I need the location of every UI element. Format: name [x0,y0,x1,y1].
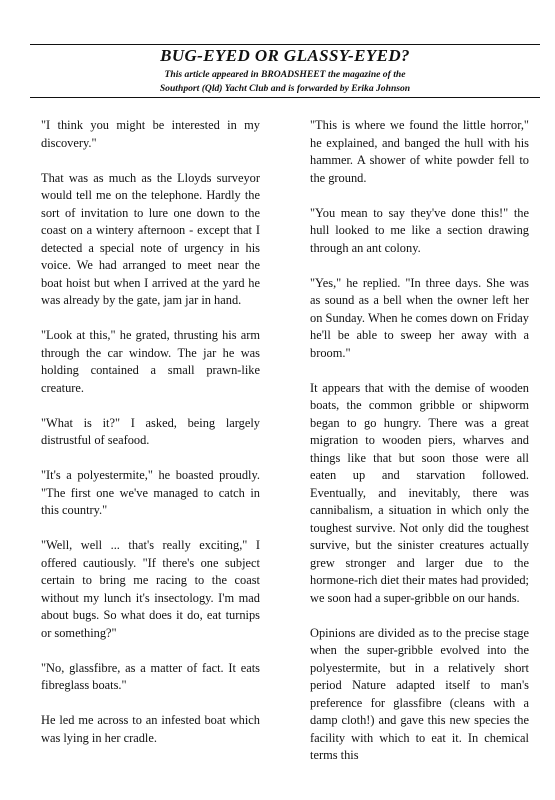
article-title: BUG-EYED OR GLASSY-EYED? [160,46,410,65]
paragraph: "You mean to say they've done this!" the hull looked to me like a section drawing through an ant colony. [310,205,529,255]
subtitle-line: Southport (Qld) Yacht Club and is forwarded by Erika Johnson [159,82,411,94]
paragraph: "Yes," he replied. "In three days. She was as sound as a bell when the owner left her on Sunday. When he comes down on Friday he'll be able to sweep her away with a broom." [310,275,529,360]
right-column [310,117,529,782]
paragraph: It appears that with the demise of wooden boats, the common gribble or shipworm began to go hungry. There was a great migration to wooden piers, wharves and things like that but soon those were all eaten up and starvation followed. Eventually, and inevitably, there was cannibalism, a situation in which only the toughest survive. Not only did the toughest survive, but the sinister creatures actually grew stronger and larger due to the hormone-rich diet their mates had provided; we soon had a super-gribble on our hands. [310,380,529,605]
subtitle-line: This article appeared in BROADSHEET the magazine of the [164,69,406,80]
paragraph: Opinions are divided as to the precise stage when the super-gribble evolved into the polyestermite, but in a relatively short period Nature adapted itself to man's preference for glassfibre (cleans with a damp cloth!) and gave this new species the facility with which to eat it. In chemical terms this [310,625,529,762]
paragraph: "Well, well ... that's really exciting," I offered cautiously. "If there's one subject certain to bring me racing to the coast without my lunch it's insectology. I'm mad about bugs. So what does it do, eat turnips or something?" [41,538,260,640]
header-divider [30,97,540,98]
paragraph: "It's a polyestermite," he boasted proudly. "The first one we've managed to catch in this country." [41,468,260,517]
paragraph: That was as much as the Lloyds surveyor would tell me on the telephone. Hardly the sort of invitation to lure one down to the coast on a wintery afternoon - except that I detected a special note of urgency in his voice. We had arranged to meet near the boat hoist but when I arrived at the yard he was already by the gate, jam jar in hand. [41,170,260,307]
paragraph: "No, glassfibre, as a matter of fact. It eats fibreglass boats." [41,660,260,692]
paragraph: He led me across to an infested boat which was lying in her cradle. [41,713,260,745]
paragraph: "Look at this," he grated, thrusting his arm through the car window. The jar he was holding contained a small prawn-like creature. [41,328,260,395]
left-column [41,117,260,765]
paragraph: "This is where we found the little horror," he explained, and banged the hull with his hammer. A shower of white powder fell to the ground. [310,118,529,185]
article-subtitle [30,68,540,95]
paragraph: "What is it?" I asked, being largely distrustful of seafood. [41,415,260,447]
paragraph: "I think you might be interested in my discovery." [41,118,260,150]
